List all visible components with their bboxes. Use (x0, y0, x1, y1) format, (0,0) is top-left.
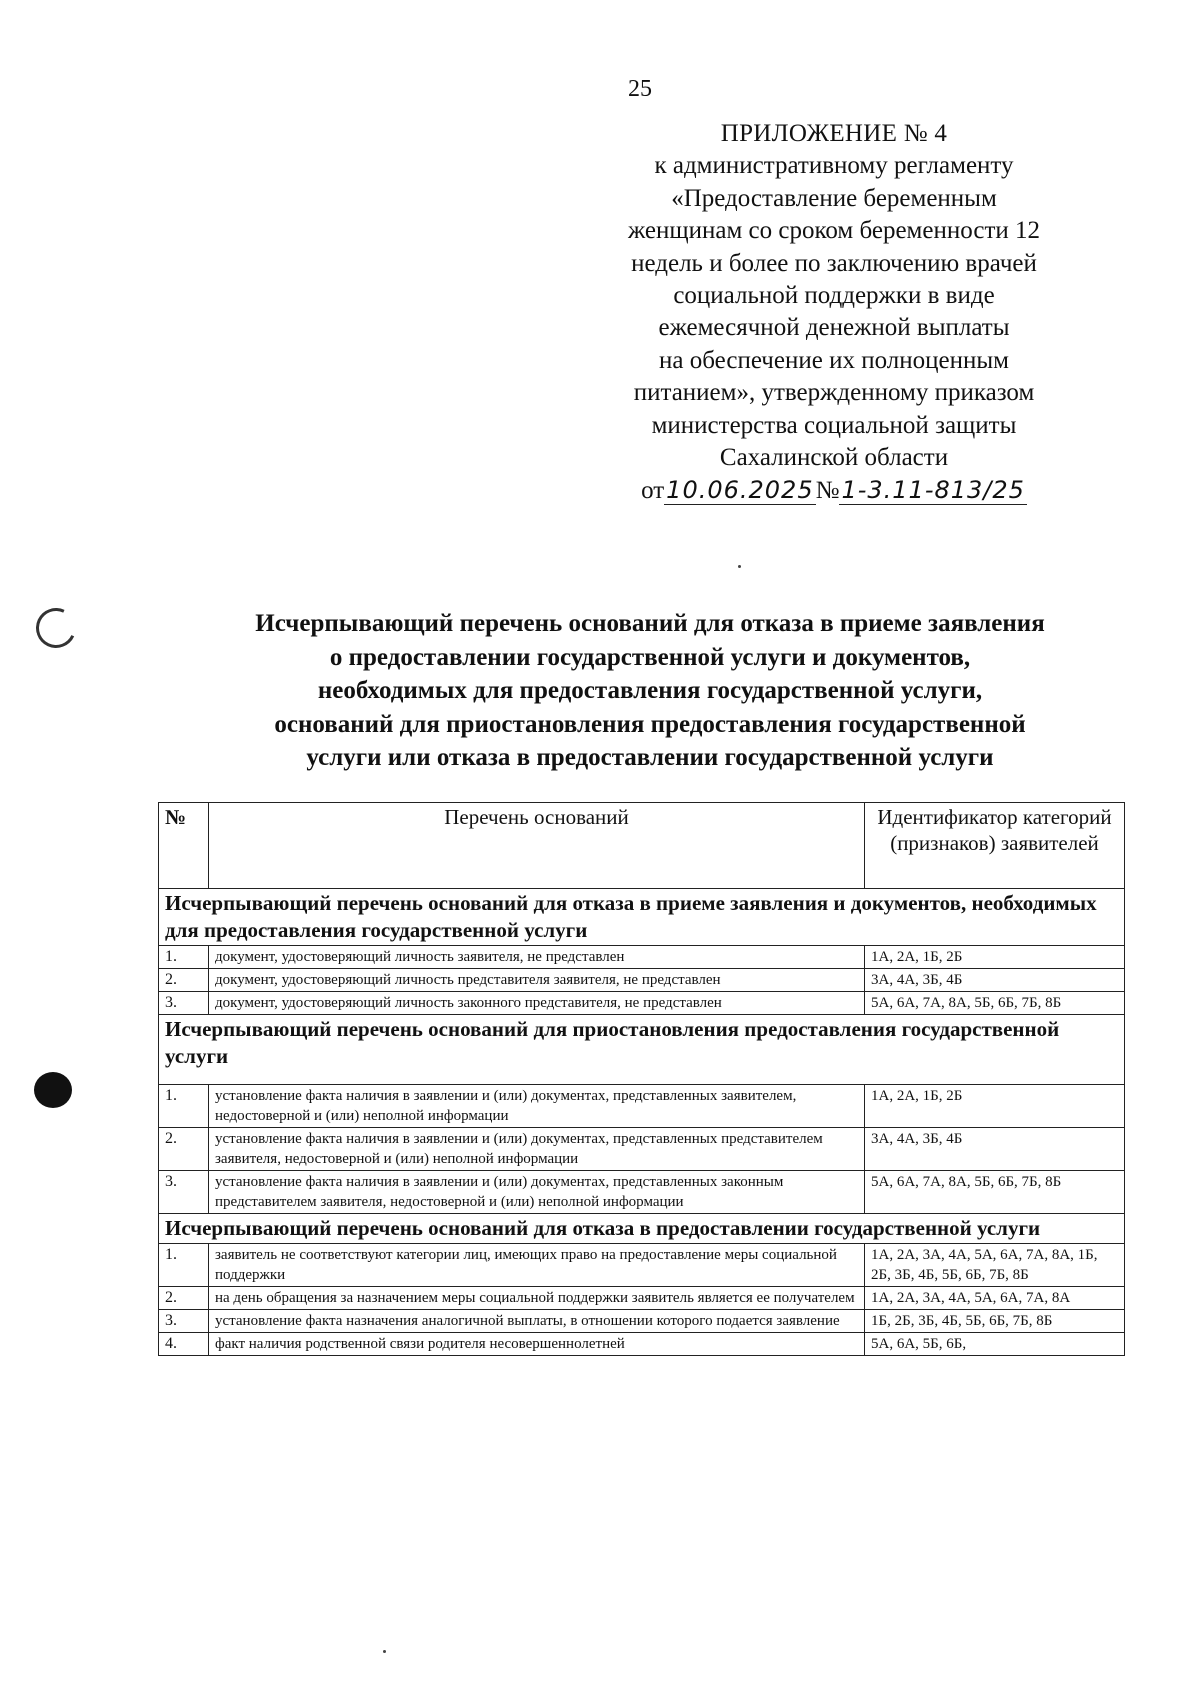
row-num: 3. (159, 992, 209, 1015)
grounds-table (158, 802, 1125, 1356)
row-num: 1. (159, 1085, 209, 1128)
scan-dot (383, 1650, 386, 1653)
section-title-row (159, 889, 1125, 946)
row-ids: 1А, 2А, 3А, 4А, 5А, 6А, 7А, 8А (865, 1287, 1125, 1310)
row-text: документ, удостоверяющий личность заявителя, не представлен (209, 946, 865, 969)
section-title: Исчерпывающий перечень оснований для отказа в предоставлении государственной услуги (159, 1214, 1125, 1244)
section-title: Исчерпывающий перечень оснований для приостановления предоставления государственной услуги (159, 1015, 1125, 1085)
table-row (159, 1128, 1125, 1171)
appendix-line: на обеспечение их полноценным (659, 346, 1009, 374)
header-identifier: Идентификатор категорий (признаков) заявителей (865, 803, 1125, 889)
row-num: 2. (159, 969, 209, 992)
scan-dot (738, 565, 741, 568)
row-ids: 1А, 2А, 1Б, 2Б (865, 1085, 1125, 1128)
row-ids: 5А, 6А, 7А, 8А, 5Б, 6Б, 7Б, 8Б (865, 1171, 1125, 1214)
appendix-line: ежемесячной денежной выплаты (658, 314, 1010, 342)
row-text: установление факта наличия в заявлении и (или) документах, представленных заявителем, недостоверной и (или) неполной информации (209, 1085, 865, 1128)
row-text: документ, удостоверяющий личность представителя заявителя, не представлен (209, 969, 865, 992)
header-grounds: Перечень оснований (209, 803, 865, 889)
header-num: № (159, 803, 209, 889)
row-text: на день обращения за назначением меры социальной поддержки заявитель является ее получателем (209, 1287, 865, 1310)
row-ids: 5А, 6А, 7А, 8А, 5Б, 6Б, 7Б, 8Б (865, 992, 1125, 1015)
appendix-header (596, 118, 1072, 508)
table-row (159, 1310, 1125, 1333)
row-text: установление факта наличия в заявлении и (или) документах, представленных законным представителем заявителя, недостоверной и (или) неполной информации (209, 1171, 865, 1214)
row-num: 2. (159, 1287, 209, 1310)
row-ids: 3А, 4А, 3Б, 4Б (865, 969, 1125, 992)
table-row (159, 946, 1125, 969)
appendix-line: социальной поддержки в виде (673, 282, 995, 310)
document-title (150, 607, 1150, 775)
date-prefix: от (641, 477, 665, 505)
row-num: 4. (159, 1333, 209, 1356)
appendix-line: министерства социальной защиты (651, 411, 1017, 439)
table-row (159, 1333, 1125, 1356)
row-text: документ, удостоверяющий личность законного представителя, не представлен (209, 992, 865, 1015)
table-row (159, 1287, 1125, 1310)
appendix-line: недель и более по заключению врачей (631, 249, 1037, 277)
table-header-row (159, 803, 1125, 889)
appendix-line: женщинам со сроком беременности 12 (627, 217, 1041, 245)
page-number: 25 (628, 76, 652, 102)
row-ids: 1Б, 2Б, 3Б, 4Б, 5Б, 6Б, 7Б, 8Б (865, 1310, 1125, 1333)
row-ids: 5А, 6А, 5Б, 6Б, (865, 1333, 1125, 1356)
row-text: установление факта наличия в заявлении и (или) документах, представленных представителем заявителя, недостоверной и (или) неполной информации (209, 1128, 865, 1171)
table-row (159, 1085, 1125, 1128)
handwritten-date: 10.06.2025 (666, 476, 814, 505)
handwritten-order-number: 1-3.11-813/25 (841, 476, 1025, 505)
row-text: факт наличия родственной связи родителя несовершеннолетней (209, 1333, 865, 1356)
number-prefix: № (815, 477, 840, 505)
table-row (159, 992, 1125, 1015)
title-line: о предоставлении государственной услуги и документов, (329, 643, 971, 671)
row-text: заявитель не соответствуют категории лиц, имеющих право на предоставление меры социальной поддержки (209, 1244, 865, 1287)
table-row (159, 1244, 1125, 1287)
row-num: 1. (159, 1244, 209, 1287)
row-text: установление факта назначения аналогичной выплаты, в отношении которого подается заявление (209, 1310, 865, 1333)
title-line: необходимых для предоставления государственной услуги, (317, 677, 983, 704)
title-line: оснований для приостановления предоставления государственной (274, 710, 1026, 738)
row-num: 2. (159, 1128, 209, 1171)
table-row (159, 1171, 1125, 1214)
section-title-row (159, 1015, 1125, 1085)
appendix-line: к административному регламенту (654, 152, 1014, 180)
title-line: Исчерпывающий перечень оснований для отказа в приеме заявления (255, 610, 1045, 637)
appendix-line: «Предоставление беременным (671, 184, 997, 212)
row-ids: 3А, 4А, 3Б, 4Б (865, 1128, 1125, 1171)
row-num: 3. (159, 1310, 209, 1333)
appendix-line: питанием», утвержденному приказом (633, 379, 1035, 407)
order-date-number (641, 474, 1027, 507)
punch-hole-mark-bottom (34, 1072, 72, 1108)
table-row (159, 969, 1125, 992)
row-ids: 1А, 2А, 1Б, 2Б (865, 946, 1125, 969)
appendix-line: Сахалинской области (719, 444, 949, 472)
appendix-heading: ПРИЛОЖЕНИЕ № 4 (720, 120, 948, 147)
row-ids: 1А, 2А, 3А, 4А, 5А, 6А, 7А, 8А, 1Б, 2Б, 3Б, 4Б, 5Б, 6Б, 7Б, 8Б (865, 1244, 1125, 1287)
row-num: 1. (159, 946, 209, 969)
row-num: 3. (159, 1171, 209, 1214)
section-title-row (159, 1214, 1125, 1244)
punch-hole-mark-top (30, 602, 81, 653)
title-line: услуги или отказа в предоставлении государственной услуги (306, 744, 994, 771)
section-title: Исчерпывающий перечень оснований для отказа в приеме заявления и документов, необходимых для предоставления государственной услуги (159, 889, 1125, 946)
